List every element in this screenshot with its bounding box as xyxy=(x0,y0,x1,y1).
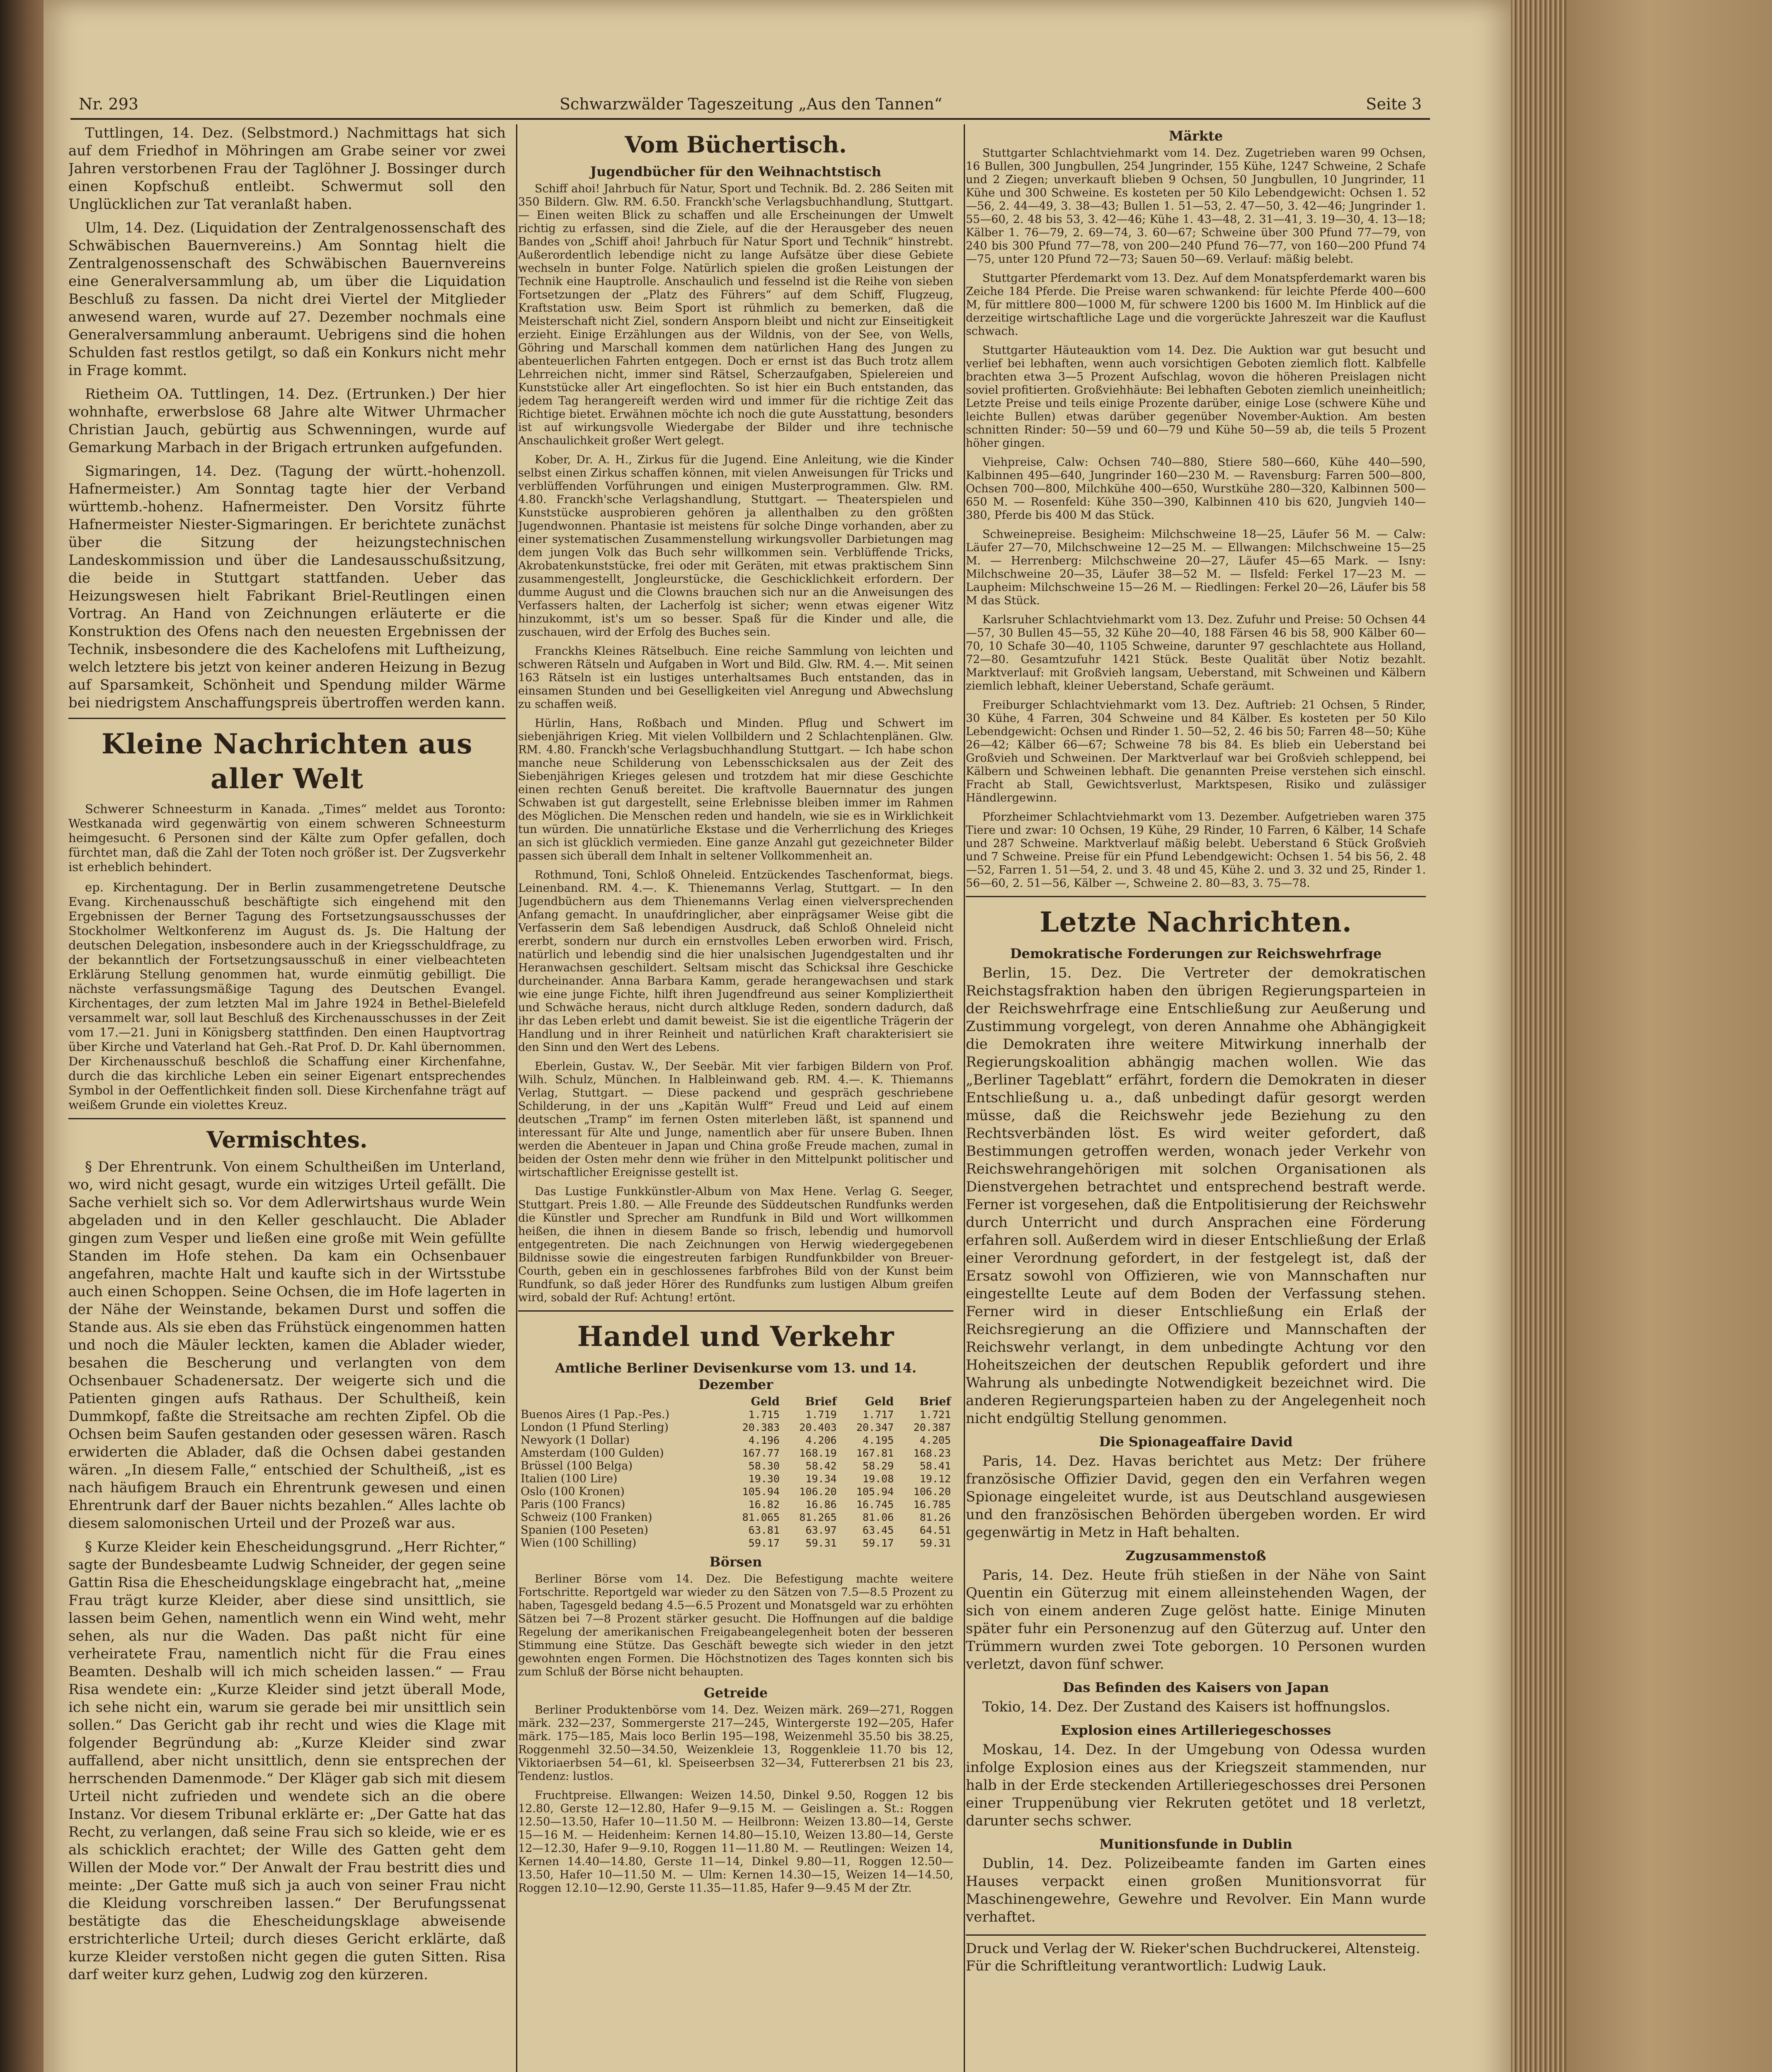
table-row xyxy=(518,1485,953,1498)
table-cell: 59.31 xyxy=(919,1537,951,1549)
table-cell: 58.42 xyxy=(805,1460,837,1472)
table-cell: London (1 Pfund Sterling) xyxy=(521,1421,669,1434)
report-haeuteauktion: Stuttgarter Häuteauktion vom 14. Dez. Die Auktion war gut besucht und verlief bei lebhaften, wenn auch vorsichtigen Geboten ziemlich flott. Kalbfelle brachten etwa 3—5 Prozent Aufschlag, wovon die höheren Preislagen nicht soviel profitierten. Großviehhäute: Bei lebhaften Geboten ziemlich uneinheitlich; Letzte Preise und teils einige Prozente darüber, einige Lose (schwere Kühe und leichte Bullen) etwas darüber gegenüber November-Auktion. Am besten schnitten Rinder: 50—59 und 60—79 und Kühe 50—59 ab, die teils 5 Prozent höher gingen. xyxy=(966,344,1426,450)
table-cell: 20.387 xyxy=(913,1421,951,1433)
review-schiff-ahoi: Schiff ahoi! Jahrbuch für Natur, Sport und Technik. Bd. 2. 286 Seiten mit 350 Bildern. Glw. RM. 6.50. Franckh'sche Verlagsbuchhandlung, Stuttgart. — Einen weiten Blick zu schaffen und alle Erscheinungen der Umwelt richtig zu erfassen, sind die Ziele, auf die der Herausgeber des neuen Bandes von „Schiff ahoi! Jahrbuch für Natur Sport und Technik“ hinstrebt. Außerordentlich lebendige nicht zu lange Aufsätze über diese Gebiete wechseln in bunter Folge. Natürlich spielen die großen Leistungen der Technik eine Hauptrolle. Anschaulich und fesselnd ist die Reihe von sieben Fortsetzungen der „Platz des Führers“ auf dem Schiff, Flugzeug, Kraftstation usw. Beim Sport ist rühmlich zu bemerken, daß die Meisterschaft nicht Ziel, sondern Ansporn bleibt und nicht zur Einseitigkeit erzieht. Einige Erzählungen aus der Wildnis, von der See, von Wells, Göhring und Marschall kommen dem natürlichen Hang des Jungen zu abenteuerlichen Fahrten entgegen. Doch er ernst ist das Buch trotz allem Lehrreichen nicht, immer sind Rätsel, Scherzaufgaben, Spielereien und Kunststücke aller Art eingeflochten. So ist hier ein Buch entstanden, das jedem Tag herangereift werden wird und immer für die richtige Zeit das Richtige bietet. Erwähnen möchte ich noch die gute Ausstattung, besonders ist auf wirkungsvolle Wiedergabe der Bilder und ihre technische Anschaulichkeit großer Wert gelegt. xyxy=(518,182,953,447)
table-row xyxy=(518,1537,953,1549)
newspaper-title: Schwarzwälder Tageszeitung „Aus den Tannen“ xyxy=(560,95,943,113)
table-cell: 16.745 xyxy=(856,1498,894,1510)
heading-kleine-nachrichten: Kleine Nachrichten aus aller Welt xyxy=(101,728,473,795)
review-schloss-ohneleid: Rothmund, Toni, Schloß Ohneleid. Entzückendes Taschenformat, biegs. Leinenband. RM. 4.—. K. Thienemanns Verlag, Stuttgart. — In den Jugendbüchern aus dem Thienemanns Verlag einen vielversprechenden Anfang gemacht. In unaufdringlicher, aber einprägsamer Weise gibt die Verfasserin dem Saß lebendigen Ausdruck, daß Schloß Ohneleid nicht ererbt, sondern nur durch ein ernstvolles Leben erworben wird. Frisch, natürlich und lebendig sind die hier unalsischen Jugendgestalten und ihr Heranwachsen geschildert. Seltsam mischt das Schicksal ihre Geschicke durcheinander. Anna Barbara Kamm, gerade herangewachsen und stark wie eine junge Fichte, hilft ihren Jugendfreund aus seiner Kompliziertheit und Schwäche heraus, nicht durch altkluge Reden, sondern dadurch, daß ihr das Leben erlebt und damit beweist. Sie ist die eigentliche Trägerin der Handlung und in ihrer Reinheit und natürlichen Kraft charakterisiert sie den Sinn und den Wert des Lebens. xyxy=(518,869,953,1054)
table-cell: 1.721 xyxy=(919,1409,951,1421)
column-1 xyxy=(68,124,517,2072)
article-paris-zug: Paris, 14. Dez. Heute früh stießen in der Nähe von Saint Quentin ein Güterzug mit einem alleinstehenden Wagen, der sich von einem anderen Zuge gelöst hatte. Einige Minuten später fuhr ein Personenzug auf den Güterzug auf. Unter den Trümmern wurden zwei Tote geborgen. 10 Personen wurden verletzt, davon fünf schwer. xyxy=(966,1567,1426,1673)
table-cell: 4.195 xyxy=(863,1434,894,1446)
heading-buechertisch: Vom Büchertisch. xyxy=(625,131,847,158)
subheading-devisenkurse: Amtliche Berliner Devisenkurse vom 13. und 14. Dezember xyxy=(555,1360,916,1392)
table-cell: Amsterdam (100 Gulden) xyxy=(521,1447,664,1460)
table-cell: 1.715 xyxy=(748,1409,780,1421)
review-raetselbuch: Franckhs Kleines Rätselbuch. Eine reiche Sammlung von leichten und schweren Rätseln und Aufgaben in Wort und Bild. Glw. RM. 4.—. Mit seinen 163 Rätseln ist ein lustiges unterhaltsames Buch entstanden, das in einsamen Stunden und bei Geselligkeiten viel Anregung und Abwechslung zu schaffen weiß. xyxy=(518,645,953,711)
article-ulm: Ulm, 14. Dez. (Liquidation der Zentralgenossenschaft des Schwäbischen Bauernvereins.) Am Sonntag hielt die Zentralgenossenschaft des Schwäbischen Bauernvereins eine Generalversammlung ab, um über die Liquidation Beschluß zu fassen. Da nicht drei Viertel der Mitglieder anwesend waren, wurde auf 27. Dezember nochmals eine Generalversammlung anberaumt. Uebrigens sind die hohen Schulden fast restlos getilgt, so daß ein Konkurs nicht mehr in Frage kommt. xyxy=(68,220,506,379)
table-row xyxy=(518,1434,953,1447)
report-karlsruhe: Karlsruher Schlachtviehmarkt vom 13. Dez. Zufuhr und Preise: 50 Ochsen 44—57, 30 Bullen 45—55, 32 Kühe 20—40, 188 Färsen 46 bis 58, 900 Kälber 60—70, 10 Schafe 30—40, 1105 Schweine, darunter 97 geschlachtete aus Holland, 72—80. Gesamtzufuhr 1421 Stück. Beste Qualität über Notiz bezahlt. Marktverlauf: mit Großvieh langsam, Ueberstand, mit Schweinen und Kälbern ziemlich lebhaft, kleiner Ueberstand, Schafe geräumt. xyxy=(966,613,1426,692)
article-kirchentagung: ep. Kirchentagung. Der in Berlin zusammengetretene Deutsche Evang. Kirchenausschuß beschäftigte sich eingehend mit den Ergebnissen der Berner Tagung des Fortsetzungsausschusses der Stockholmer Weltkonferenz im August ds. Js. Die Haltung der deutschen Delegation, insbesondere auch in der Kriegsschuldfrage, zu der bekanntlich der Fortsetzungsausschuß in einer vielbeachteten Erklärung Stellung genommen hat, wurde einmütig gebilligt. Die nächste verfassungsmäßige Tagung des Deutschen Evangel. Kirchentages, der zum letzten Mal im Jahre 1924 in Bethel-Bielefeld versammelt war, soll laut Beschluß des Kirchenausschusses in der Zeit vom 17.—21. Juni in Königsberg stattfinden. Den einen Hauptvortrag über Kirche und Vaterland hat Geh.-Rat Prof. D. Dr. Kahl übernommen. Der Kirchenausschuß beschloß die Schaffung einer Kirchenfahne, durch die das kirchliche Leben ein seiner Eigenart entsprechendes Symbol in der Oeffentlichkeit finden soll. Diese Kirchenfahne trägt auf weißem Grunde ein violettes Kreuz. xyxy=(68,880,506,1112)
article-moskau: Moskau, 14. Dez. In der Umgebung von Odessa wurden infolge Explosion eines aus der Kriegszeit stammenden, nur halb in der Erde steckenden Artilleriegeschosses drei Personen einer Truppenübung vier Rekruten getötet und 18 verletzt, darunter sechs schwer. xyxy=(966,1741,1426,1829)
table-cell: 4.206 xyxy=(805,1434,837,1446)
subheading-zugzusammenstoss: Zugzusammenstoß xyxy=(1125,1548,1266,1564)
article-ehrentrunk: § Der Ehrentrunk. Von einem Schultheißen im Unterland, wo, wird nicht gesagt, wurde ein witziges Urteil gefällt. Die Sache verhielt sich so. Vor dem Adlerwirtshaus wurde Wein abgeladen und in den Keller geschlaucht. Die Ablader gingen zum Vesper und ließen eine große mit Wein gefüllte Standen im Hofe stehen. Da kam ein Ochsenbauer angefahren, machte Halt und kaufte sich in der Wirtsstube auch einen Schoppen. Seine Ochsen, die im Hofe lagerten in der Nähe der Weinstande, bekamen Durst und soffen die Stande aus. Als sie eben das Frühstück eingenommen hatten und noch die Mäuler leckten, kamen die Ablader wieder, besahen die Bescherung und verlangten von dem Ochsenbauer Schadenersatz. Der weigerte sich und die Patienten gingen aufs Rathaus. Der Schultheiß, kein Dummkopf, faßte die Streitsache am rechten Zipfel. Ob die Ochsen beim Saufen gestanden oder gesessen wären. Rasch erwiderten die Ablader, daß die Ochsen dabei gestanden wären. „In diesem Falle,“ entschied der Schultheiß, „ist es nach häufigem Brauch ein Ehrentrunk gewesen und einen Ehrentrunk darf der Bauer nichts bezahlen.“ Alles lachte ob diesem salomonischen Urteil und der Prozeß war aus. xyxy=(68,1159,506,1532)
page-header xyxy=(70,89,1430,120)
table-cell: 16.785 xyxy=(913,1498,951,1510)
article-tuttlingen: Tuttlingen, 14. Dez. (Selbstmord.) Nachmittags hat sich auf dem Friedhof in Möhringen am Grabe seiner vor zwei Jahren verstorbenen Frau der Taglöhner J. Bossinger durch einen Kopfschuß entleibt. Schwermut soll den Unglücklichen zur Tat veranlaßt haben. xyxy=(68,125,506,213)
table-cell: 81.06 xyxy=(863,1511,894,1523)
subheading-spionage: Die Spionageaffaire David xyxy=(1099,1434,1293,1450)
table-cell: 105.94 xyxy=(856,1486,894,1498)
table-row xyxy=(518,1472,953,1485)
table-cell: Spanien (100 Peseten) xyxy=(521,1524,649,1537)
table-header-row xyxy=(518,1395,953,1408)
table-cell: 58.29 xyxy=(863,1460,894,1472)
table-row xyxy=(518,1498,953,1511)
table-row xyxy=(518,1524,953,1537)
table-cell: 19.30 xyxy=(748,1473,780,1485)
heading-letzte-nachrichten: Letzte Nachrichten. xyxy=(1040,906,1352,938)
page-number: Seite 3 xyxy=(1366,95,1422,113)
table-cell: 81.065 xyxy=(742,1511,780,1523)
table-cell: 58.41 xyxy=(919,1460,951,1472)
table-cell: 58.30 xyxy=(748,1460,780,1472)
table-cell: 167.77 xyxy=(742,1447,780,1459)
binding-board xyxy=(1567,0,1772,2072)
table-cell: 20.383 xyxy=(742,1421,780,1433)
article-dublin: Dublin, 14. Dez. Polizeibeamte fanden im Garten eines Hauses verpackt einen großen Munitionsvorrat für Maschinengewehre, Gewehre und Revolver. Ein Mann wurde verhaftet. xyxy=(966,1855,1426,1925)
heading-maerkte: Märkte xyxy=(1168,128,1223,144)
table-header-cell: Geld xyxy=(865,1395,894,1408)
table-row xyxy=(518,1421,953,1434)
table-cell: 59.17 xyxy=(748,1537,780,1549)
table-cell: 4.205 xyxy=(919,1434,951,1446)
exchange-rate-table xyxy=(518,1395,953,1549)
subheading-munitionsfunde: Munitionsfunde in Dublin xyxy=(1099,1836,1292,1852)
report-berliner-boerse: Berliner Börse vom 14. Dez. Die Befestigung machte weitere Fortschritte. Reportgeld war wieder zu den Sätzen von 7.5—8.5 Prozent zu haben, Tagesgeld bedang 4.5—6.5 Prozent und Monatsgeld war zu erhöhten Sätzen bei 7—8 Prozent stärker gesucht. Die Hoffnungen auf die baldige Regelung der amerikanischen Freigabeangelegenheit boten der besseren Stimmung eine Stütze. Das Geschäft bewegte sich wieder in den jetzt gewohnten engen Formen. Die Höchstnotizen des Tages konnten sich bis zum Schluß der Börse nicht behaupten. xyxy=(518,1573,953,1678)
report-produktenboerse: Berliner Produktenbörse vom 14. Dez. Weizen märk. 269—271, Roggen märk. 232—237, Sommergerste 217—245, Wintergerste 192—205, Hafer märk. 175—185, Mais loco Berlin 195—198, Weizenmehl 35.50 bis 38.25, Roggenmehl 32.50—34.50, Weizenkleie 13, Roggenkleie 11.70 bis 12, Viktoriaerbsen 54—61, kl. Speiseerbsen 32—34, Futtererbsen 21 bis 23, Tendenz: lustlos. xyxy=(518,1704,953,1783)
subheading-kaiser-japan: Das Befinden des Kaisers von Japan xyxy=(1062,1680,1329,1695)
review-funkkuenstler: Das Lustige Funkkünstler-Album von Max Hene. Verlag G. Seeger, Stuttgart. Preis 1.80. — Alle Freunde des Süddeutschen Rundfunks werden die Künstler und Sprecher am Rundfunk in Bild und Wort willkommen heißen, die ihnen in diesem Bande so frisch, lebendig und humorvoll entgegentreten. Die nach Zeichnungen von Herwig wiedergegebenen Bildnisse sowie die eingestreuten farbigen Rundfunkbilder von Breuer-Courth, geben ein in geschlossenes farbfrohes Bild von der Kunst beim Rundfunk, so daß jeder Hörer des Rundfunks zum lustigen Album greifen wird, sobald der Ruf: Achtung! ertönt. xyxy=(518,1185,953,1304)
review-seebaer: Eberlein, Gustav. W., Der Seebär. Mit vier farbigen Bildern von Prof. Wilh. Schulz, München. In Halbleinwand geb. RM. 4.—. K. Thiemanns Verlag, Stuttgart. — Diese packend und gespräch geschriebene Schilderung, in der uns „Kapitän Wulff“ Freud und Leid auf einem deutschen „Tramp“ im fernen Osten miterleben läßt, ist spannend und interessant für Alte und Junge, namentlich aber für unsere Buben. Ihnen werden die Abenteuer in Japan und China große Freude machen, zumal in beiden der Osten mehr denn wie früher in den Mittelpunkt politischer und wirtschaftlicher Ereignisse gestellt ist. xyxy=(518,1060,953,1179)
review-rossbach: Hürlin, Hans, Roßbach und Minden. Pflug und Schwert im siebenjährigen Krieg. Mit vielen Vollbildern und 2 Schlachtenplänen. Glw. RM. 4.80. Franckh'sche Verlagsbuchhandlung Stuttgart. — Ich habe schon manche neue Schilderung von Lebensschicksalen aus der Zeit des Siebenjährigen Krieges gelesen und trotzdem hat mir diese Geschichte einen rechten Genuß bereitet. Die kraftvolle Bauernnatur des jungen Schwaben ist gut dargestellt, seine Erlebnisse bleiben immer im Rahmen des Möglichen. Die Menschen reden und handeln, wie sie es in Wirklichkeit tun würden. Die unnatürliche Ekstase und die Verherrlichung des Krieges an sich ist glücklich vermieden. Eine ganze Anzahl gut gezeichneter Bilder passen sich überall dem Inhalt in seltener Vollkommenheit an. xyxy=(518,717,953,862)
table-cell: 168.19 xyxy=(799,1447,837,1459)
divider xyxy=(68,1118,506,1119)
report-fruchtpreise: Fruchtpreise. Ellwangen: Weizen 14.50, Dinkel 9.50, Roggen 12 bis 12.80, Gerste 12—12.80, Hafer 9—9.15 M. — Geislingen a. St.: Roggen 12.50—13.50, Hafer 10—11.50 M. — Heilbronn: Weizen 13.80—14, Gerste 15—16 M. — Heidenheim: Kernen 14.80—15.10, Weizen 13.80—14, Gerste 12—12.30, Hafer 9—9.10, Roggen 11—11.80 M. — Reutlingen: Weizen 14, Kernen 14.40—14.80, Gerste 11—14, Dinkel 9.80—11, Roggen 12.50—13.50, Hafer 10—11.50 M. — Ulm: Kernen 14.30—15, Weizen 14—14.50, Roggen 12.10—12.90, Gerste 11.35—11.85, Hafer 9—9.45 M der Ztr. xyxy=(518,1789,953,1895)
table-cell: Wien (100 Schilling) xyxy=(521,1537,637,1549)
table-cell: 64.51 xyxy=(919,1524,951,1536)
table-cell: 19.34 xyxy=(805,1473,837,1485)
table-cell: 1.719 xyxy=(805,1409,837,1421)
table-cell: 63.45 xyxy=(863,1524,894,1536)
table-cell: 20.347 xyxy=(856,1421,894,1433)
table-cell: 16.86 xyxy=(805,1498,837,1510)
divider xyxy=(966,896,1426,897)
table-cell: 63.97 xyxy=(805,1524,837,1536)
heading-vermischtes: Vermischtes. xyxy=(206,1126,368,1153)
table-cell: Schweiz (100 Franken) xyxy=(521,1511,652,1524)
article-sigmaringen: Sigmaringen, 14. Dez. (Tagung der württ.-hohenzoll. Hafnermeister.) Am Sonntag tagte hier der Verband württemb.-hohenz. Hafnermeister. Den Vorsitz führte Hafnermeister Niester-Sigmaringen. Er berichtete zunächst über die Sitzung der heizungstechnischen Landeskommission und über die Landesausschußsitzung, die beide in Stuttgart stattfanden. Ueber das Heizungswesen hielt Fabrikant Briel-Reutlingen einen Vortrag. An Hand von Zeichnungen erläuterte er die Konstruktion des Ofens nach den neuesten Ergebnissen der Technik, insbesondere die des Kachelofens mit Luftheizung, welch letztere bis jetzt von keiner anderen Heizung in Bezug auf Sparsamkeit, Schönheit und Spendung milder Wärme bei niedrigstem Anschaffungspreis übertroffen werden kann. xyxy=(68,463,506,711)
imprint: Druck und Verlag der W. Rieker'schen Buchdruckerei, Altensteig. Für die Schriftleitung verantwortlich: Ludwig Lauk. xyxy=(966,1934,1426,1975)
table-row xyxy=(518,1447,953,1460)
table-cell: Italien (100 Lire) xyxy=(521,1472,618,1485)
heading-handel-verkehr: Handel und Verkehr xyxy=(577,1320,894,1353)
divider xyxy=(68,718,506,719)
table-header-cell xyxy=(518,1395,725,1408)
table-cell: 16.82 xyxy=(748,1498,780,1510)
table-cell: 167.81 xyxy=(856,1447,894,1459)
table-header-cell: Geld xyxy=(751,1395,780,1408)
table-cell: 81.26 xyxy=(919,1511,951,1523)
issue-number: Nr. 293 xyxy=(79,95,138,113)
table-cell: 19.08 xyxy=(863,1473,894,1485)
table-cell: 105.94 xyxy=(742,1486,780,1498)
book-spine xyxy=(0,0,44,2072)
column-3 xyxy=(966,124,1426,2072)
report-stuttgart-schlachtvieh: Stuttgarter Schlachtviehmarkt vom 14. Dez. Zugetrieben waren 99 Ochsen, 16 Bullen, 300 Jungbullen, 254 Jungrinder, 155 Kühe, 1247 Schweine, 2 Schafe und 2 Ziegen; unverkauft blieben 9 Ochsen, 50 Jungbullen, 10 Jungrinder, 11 Kühe und 300 Schweine. Es kosteten per 50 Kilo Lebendgewicht: Ochsen 1. 52—56, 2. 44—49, 3. 38—43; Bullen 1. 51—53, 2. 47—50, 3. 42—46; Jungrinder 1. 55—60, 2. 48 bis 53, 3. 42—46; Kühe 1. 43—48, 2. 31—41, 3. 19—30, 4. 13—18; Kälber 1. 76—79, 2. 69—74, 3. 60—67; Schweine über 300 Pfund 77—79, von 240 bis 300 Pfund 77—78, von 200—240 Pfund 76—77, von 160—200 Pfund 74—75, unter 120 Pfund 72—73; Sauen 50—69. Verlauf: mäßig belebt. xyxy=(966,147,1426,266)
table-row xyxy=(518,1408,953,1421)
table-cell: Paris (100 Francs) xyxy=(521,1498,625,1511)
table-cell: 81.265 xyxy=(799,1511,837,1523)
table-cell: 1.717 xyxy=(863,1409,894,1421)
table-row xyxy=(518,1511,953,1524)
article-schneesturm: Schwerer Schneesturm in Kanada. „Times“ meldet aus Toronto: Westkanada wird gegenwärtig von einem schweren Schneesturm heimgesucht. 6 Personen sind der Kälte zum Opfer gefallen, doch fürchtet man, daß die Zahl der Toten noch größer ist. Der Zugsverkehr ist erheblich behindert. xyxy=(68,802,506,874)
subheading-jugendbuecher: Jugendbücher für den Weihnachtstisch xyxy=(590,164,882,179)
table-cell: Brüssel (100 Belga) xyxy=(521,1460,633,1472)
table-cell: 59.17 xyxy=(863,1537,894,1549)
table-row xyxy=(518,1460,953,1472)
subheading-getreide: Getreide xyxy=(703,1685,768,1701)
article-kurze-kleider: § Kurze Kleider kein Ehescheidungsgrund. „Herr Richter,“ sagte der Bundesbeamte Ludwig Schneider, der gegen seine Gattin Risa die Ehescheidungsklage eingebracht hat, „meine Frau trägt kurze Kleider, aber diese sind unsittlich, sie lassen beim Gehen, namentlich wenn ein Wind weht, mehr sehen, als nur die Waden. Das paßt nicht für eine verheiratete Frau, namentlich nicht für die Frau eines Beamten. Deshalb will ich mich scheiden lassen.“ — Frau Risa wendete ein: „Kurze Kleider sind jetzt überall Mode, ich sehe nicht ein, warum sie gerade bei mir unsittlich sein sollen.“ Das Gericht gab ihr recht und wies die Klage mit folgender Begründung ab: „Kurze Kleider sind zwar auffallend, aber nicht unsittlich, denn sie entsprechen der herrschenden Damenmode.“ Der Kläger gab sich mit diesem Urteil nicht zufrieden und wendete sich an die obere Instanz. Vor diesem Tribunal erklärte er: „Der Gatte hat das Recht, zu verlangen, daß seine Frau sich so kleide, wie er es als schicklich erachtet; der Wille des Gatten geht dem Willen der Mode vor.“ Der Anwalt der Frau bestritt dies und meinte: „Der Gatte muß sich ja auch von seiner Frau nicht die Kleidung vorschreiben lassen.“ Der Berufungssenat bestätigte das die Ehescheidungsklage abweisende erstrichterliche Urteil; durch dieses Gericht erklärte, daß kurze Kleider verstoßen nicht gegen die guten Sitten. Risa darf weiter kurz gehen, Ludwig zog den kürzeren. xyxy=(68,1539,506,1983)
article-berlin-reichswehr: Berlin, 15. Dez. Die Vertreter der demokratischen Reichstagsfraktion haben den übrigen Regierungsparteien in der Reichswehrfrage eine Entschließung zur Aeußerung und Zustimmung vorgelegt, von deren Annahme ohe Abhängigkeit die Demokraten ihre weitere Mitwirkung innerhalb der Regierungskoalition abhängig machen wollen. Wie das „Berliner Tageblatt“ erfährt, fordern die Demokraten in dieser Entschließung u. a., daß unbedingt dafür gesorgt werden müsse, daß die Reichswehr jede Beziehung zu den Rechtsverbänden löst. Es wird weiter gefordert, daß Bestimmungen getroffen werden, wonach jeder Verkehr von Reichswehrangehörigen mit solchen Organisationen als Dienstvergehen betrachtet und entsprechend bestraft werde. Ferner ist vorgesehen, daß die Entpolitisierung der Reichswehr durch Unterricht und durch Ansprachen eine Förderung erfahren soll. Außerdem wird in dieser Entschließung der Erlaß einer Verordnung gefordert, in der festgelegt ist, daß der Ersatz sowohl von Offizieren, wie von Mannschaften nur eingestellte Leute auf dem Boden der Verfassung stehen. Ferner wird in dieser Entschließung ein Erlaß der Reichsregierung an die Offiziere und Mannschaften der Reichswehr verlangt, in dem unbedingte Achtung vor den Hoheitszeichen der deutschen Republik gefordert und ihre Wahrung als unbedingte Notwendigkeit bezeichnet wird. Die anderen Regierungsparteien haben zu der Angelegenheit noch nicht endgültig Stellung genommen. xyxy=(966,965,1426,1427)
table-header-cell: Brief xyxy=(805,1395,837,1408)
column-2 xyxy=(518,124,965,2072)
article-tokio: Tokio, 14. Dez. Der Zustand des Kaisers ist hoffnungslos. xyxy=(982,1699,1391,1715)
subheading-explosion: Explosion eines Artilleriegeschosses xyxy=(1060,1722,1331,1738)
table-cell: Oslo (100 Kronen) xyxy=(521,1485,625,1498)
report-pforzheim: Pforzheimer Schlachtviehmarkt vom 13. Dezember. Aufgetrieben waren 375 Tiere und zwar: 10 Ochsen, 19 Kühe, 29 Rinder, 10 Farren, 6 Kälber, 14 Schafe und 287 Schweine. Marktverlauf mäßig belebt. Ueberstand 6 Stück Großvieh und 7 Schweine. Preise für ein Pfund Lebendgewicht: Ochsen 1. 54 bis 56, 2. 48—52, Farren 1. 51—54, 2. und 3. 48 und 45, Kühe 2. und 3. 32 und 25, Rinder 1. 56—60, 2. 51—56, Kälber —, Schweine 2. 80—83, 3. 75—78. xyxy=(966,811,1426,890)
report-freiburg: Freiburger Schlachtviehmarkt vom 13. Dez. Auftrieb: 21 Ochsen, 5 Rinder, 30 Kühe, 4 Farren, 304 Schweine und 84 Kälber. Es kosteten per 50 Kilo Lebendgewicht: Ochsen und Rinder 1. 50—52, 2. 46 bis 50; Farren 48—50; Kühe 26—42; Kälber 66—67; Schweine 78 bis 84. Es blieb ein Ueberstand bei Großvieh und Schweinen. Der Marktverlauf war bei Großvieh schleppend, bei Kälbern und Schweinen lebhaft. Die genannten Preise verstehen sich einschl. Fracht ab Stall, Gewichtsverlust, Marktspesen, Risiko und zulässiger Händlergewinn. xyxy=(966,699,1426,804)
table-header-cell: Brief xyxy=(919,1395,951,1408)
table-cell: 63.81 xyxy=(748,1524,780,1536)
subheading-boersen: Börsen xyxy=(709,1554,762,1570)
table-cell: 168.23 xyxy=(913,1447,951,1459)
report-viehpreise: Viehpreise, Calw: Ochsen 740—880, Stiere 580—660, Kühe 440—590, Kalbinnen 495—640, Jungrinder 160—230 M. — Ravensburg: Farren 500—800, Ochsen 700—800, Milchkühe 400—650, Wurstkühe 280—320, Kalbinnen 500—650 M. — Rosenfeld: Kühe 350—390, Kalbinnen 410 bis 620, Jungvieh 140—380, Pferde bis 400 M das Stück. xyxy=(966,456,1426,522)
table-cell: 106.20 xyxy=(913,1486,951,1498)
article-rietheim: Rietheim OA. Tuttlingen, 14. Dez. (Ertrunken.) Der hier wohnhafte, erwerbslose 68 Jahre alte Witwer Uhrmacher Christian Jauch, gebürtig aus Schwenningen, wurde auf Gemarkung Marbach in der Brigach ertrunken aufgefunden. xyxy=(68,386,506,456)
report-stuttgart-pferde: Stuttgarter Pferdemarkt vom 13. Dez. Auf dem Monatspferdemarkt waren bis Zeiche 184 Pferde. Die Preise waren schwankend: für leichte Pferde 400—600 M, für mittlere 800—1000 M, für schwere 1200 bis 1600 M. Im Hinblick auf die derzeitige wirtschaftliche Lage und die vorgerückte Jahreszeit war die Kauflust schwach. xyxy=(966,272,1426,338)
table-cell: Buenos Aires (1 Pap.-Pes.) xyxy=(521,1408,669,1421)
report-schweinepreise: Schweinepreise. Besigheim: Milchschweine 18—25, Läufer 56 M. — Calw: Läufer 27—70, Milchschweine 12—25 M. — Ellwangen: Milchschweine 15—25 M. — Herrenberg: Milchschweine 20—27, Läufer 45—65 Mark. — Isny: Milchschweine 20—35, Läufer 38—52 M. — Ilsfeld: Ferkel 17—23 M. — Laupheim: Milchschweine 15—26 M. — Riedlingen: Ferkel 20—26, Läufer bis 58 M das Stück. xyxy=(966,528,1426,607)
review-zirkus: Kober, Dr. A. H., Zirkus für die Jugend. Eine Anleitung, wie die Kinder selbst einen Zirkus schaffen können, mit vielen Anweisungen für Tricks und verblüffenden Vorführungen und einigen Musterprogrammen. Glw. RM. 4.80. Franckh'sche Verlagshandlung, Stuttgart. — Theaterspielen und Kunststücke ausprobieren gehören ja allenthalben zu den größten Jugendwonnen. Phantasie ist meistens für solche Dinge vorhanden, aber zu einer systematischen Zusammenstellung wirkungsvoller Darbietungen mag dem jungen Volk das Buch sehr willkommen sein. Verblüffende Tricks, Akrobatenkunststücke, frei oder mit Geräten, mit etwas praktischem Sinn zusammengestellt, Jongleurstücke, die Geschicklichkeit erfordern. Der dumme August und die Clowns brauchen sich nur an die Anweisungen des Verfassers halten, der Lacherfolg ist sicher; wenn etwas eigener Witz hinzukommt, ist's um so besser. Spaß für die Kinder und alle, die zuschauen, wird der Erfolg des Buches sein. xyxy=(518,453,953,639)
table-cell: 59.31 xyxy=(805,1537,837,1549)
table-cell: 19.12 xyxy=(919,1473,951,1485)
subheading-reichswehrfrage: Demokratische Forderungen zur Reichswehrfrage xyxy=(1010,946,1382,961)
table-cell: 4.196 xyxy=(748,1434,780,1446)
table-cell: Newyork (1 Dollar) xyxy=(521,1434,630,1447)
article-paris-spionage: Paris, 14. Dez. Havas berichtet aus Metz: Der frühere französische Offizier David, gegen den ein Verfahren wegen Spionage eingeleitet wurde, ist aus Deutschland ausgewiesen und den französischen Behörden übergeben worden. Er wird gegenwärtig in Metz in Haft behalten. xyxy=(966,1453,1426,1541)
divider xyxy=(518,1310,953,1312)
table-cell: 20.403 xyxy=(799,1421,837,1433)
table-cell: 106.20 xyxy=(799,1486,837,1498)
